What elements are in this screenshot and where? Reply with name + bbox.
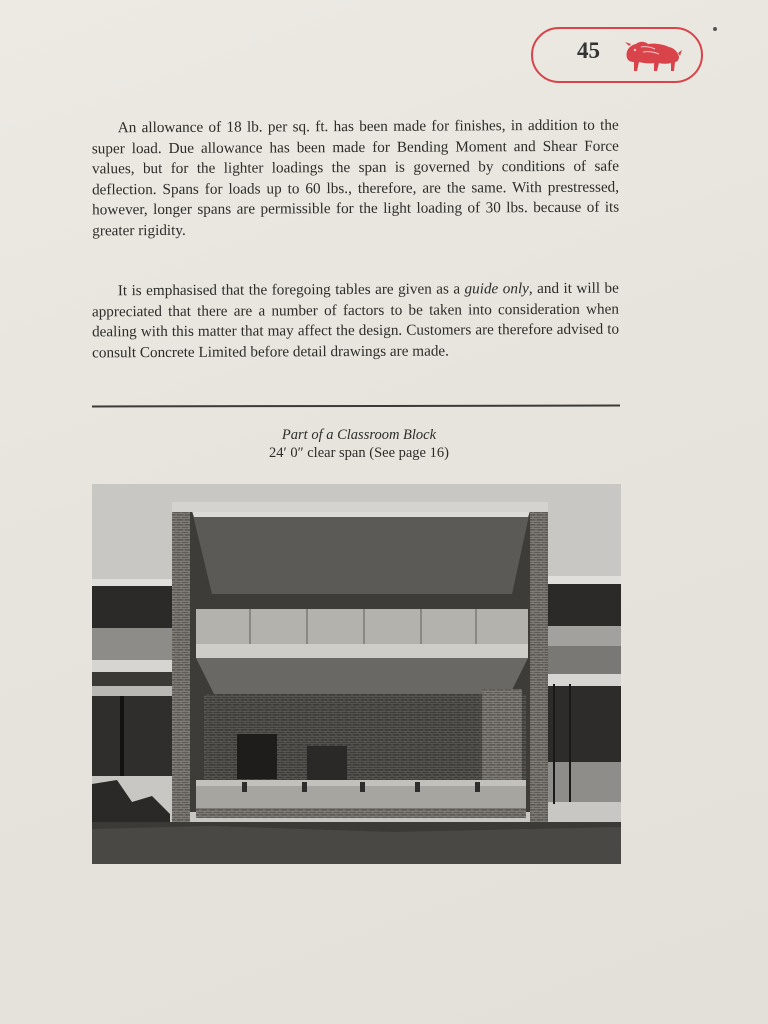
body-paragraph-1 (92, 116, 620, 242)
page-number-badge (531, 27, 703, 83)
body-paragraph-2 (92, 279, 619, 364)
paragraph-2-emphasis: guide only (464, 280, 529, 298)
paragraph-2-lead: It is emphasised that the foregoing tables are given as a (117, 280, 465, 300)
figure-caption-title: Part of a Classroom Block (281, 427, 437, 443)
figure-caption-subtitle: 24′ 0″ clear span (See page 16) (269, 445, 449, 461)
classroom-block-photo (92, 484, 621, 864)
page-number: 45 (577, 38, 600, 63)
bison-icon (621, 38, 683, 74)
paragraph-2-rest: , and it will be appreciated that there are a number of factors to be taken into consideration when dealing with this matter that may affect the design. Customers are therefore advised to consult Concrete Limited before detail drawings are made. (91, 279, 620, 361)
paragraph-2-text (92, 279, 619, 364)
page-speck (713, 27, 717, 31)
paragraph-1-text: An allowance of 18 lb. per sq. ft. has been made for finishes, in addition to the super load. Due allowance has been made for Bending Moment and Shear Force values, but for the lighter loadings the span is governed by conditions of safe deflection. Spans for loads up to 60 lbs., therefore, are the same. With prestressed, however, longer spans are permissible for the light loading of 30 lbs. because of its greater rigidity. (91, 116, 620, 239)
section-divider (92, 405, 620, 408)
building-photo-illustration (92, 484, 621, 864)
